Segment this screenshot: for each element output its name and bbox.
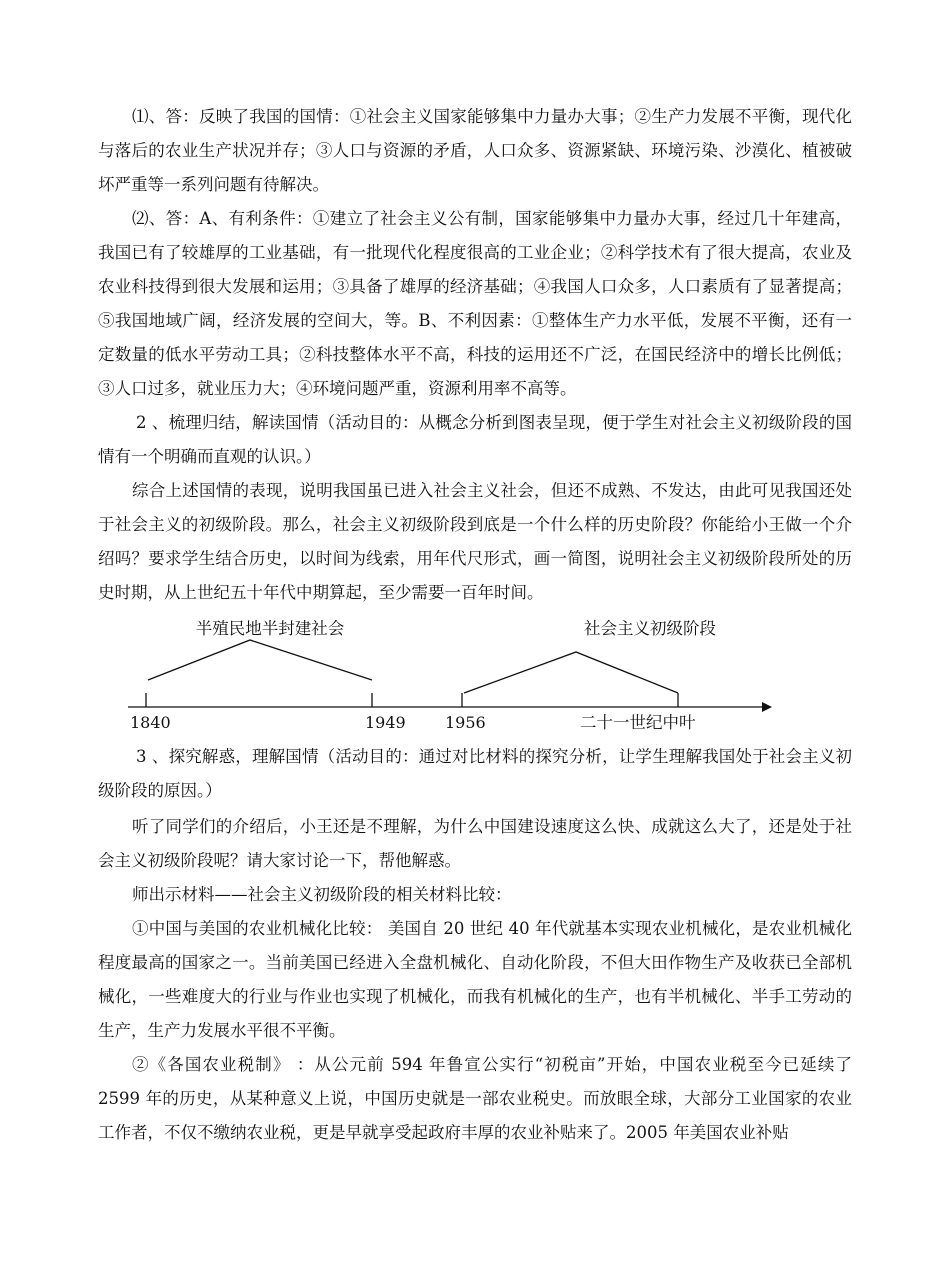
answer-2-paragraph: ⑵、答：A、有利条件：①建立了社会主义公有制，国家能够集中力量办大事，经过几十年建高，我国已有了较雄厚的工业基础，有一批现代化程度很高的工业企业；②科学技术有了很大提高，农业及农业科技得到很大发展和运用；③具备了雄厚的经济基础；④我国人口众多，人口素质有了显著提高；⑤我国地域广阔，经济发展的空间大，等。B、不利因素：①整体生产力水平低，发展不平衡，还有一定数量的低水平劳动工具；②科技整体水平不高，科技的运用还不广泛，在国民经济中的增长比例低；③人口过多，就业压力大；④环境问题严重，资源利用率不高等。 [98, 209, 852, 398]
period-2-bracket [464, 652, 678, 693]
period-1-label: 半殖民地半封建社会 [195, 619, 345, 638]
discussion-paragraph: 听了同学们的介绍后，小王还是不理解，为什么中国建设速度这么快、成就这么大了，还是处于社会主义初级阶段呢？请大家讨论一下，帮他解惑。 [98, 817, 852, 870]
activity-2-heading: 2 、梳理归结，解读国情（活动目的：从概念分析到图表呈现，便于学生对社会主义初级阶段的国情有一个明确而直观的认识。） [98, 413, 852, 466]
period-2-label: 社会主义初级阶段 [584, 619, 716, 638]
material-intro: 师出示材料——社会主义初级阶段的相关材料比较： [132, 885, 512, 904]
tick-label-1949: 1949 [365, 713, 406, 732]
activity-3-heading: 3 、探究解惑，理解国情（活动目的：通过对比材料的探究分析，让学生理解我国处于社会主义初级阶段的原因。） [98, 747, 852, 800]
summary-paragraph: 综合上述国情的表现，说明我国虽已进入社会主义社会，但还不成熟、不发达，由此可见我国还处于社会主义的初级阶段。那么，社会主义初级阶段到底是一个什么样的历史阶段？你能给小王做一个介绍吗？要求学生结合历史，以时间为线索，用年代尺形式，画一简图，说明社会主义初级阶段所处的历史时期，从上世纪五十年代中期算起，至少需要一百年时间。 [98, 481, 852, 602]
material-2-paragraph: ②《各国农业税制》 ：从公元前 594 年鲁宣公实行“初税亩”开始，中国农业税至今已延续了 2599 年的历史，从某种意义上说，中国历史就是一部农业税史。而放眼全球，大部分工业国家的农业工作者，不仅不缴纳农业税，更是早就享受起政府丰厚的农业补贴来了。2005 年美国农业补贴 [98, 1055, 852, 1142]
material-1-paragraph: ①中国与美国的农业机械化比较： 美国自 20 世纪 40 年代就基本实现农业机械化，是农业机械化程度最高的国家之一。当前美国已经进入全盘机械化、自动化阶段，不但大田作物生产及收获已全部机械化，一些难度大的行业与作业也实现了机械化，而我有机械化的生产，也有半机械化、半手工劳动的生产，生产力发展水平很不平衡。 [98, 919, 852, 1040]
answer-1-paragraph: ⑴、答：反映了我国的国情：①社会主义国家能够集中力量办大事；②生产力发展不平衡，现代化与落后的农业生产状况并存；③人口与资源的矛盾，人口众多、资源紧缺、环境污染、沙漠化、植被破坏严重等一系列问题有待解决。 [98, 107, 852, 194]
timeline-arrow-icon [762, 702, 772, 712]
tick-label-mid-21st-century: 二十一世纪中叶 [580, 713, 696, 732]
period-1-bracket [148, 640, 372, 680]
tick-label-1840: 1840 [130, 713, 171, 732]
tick-label-1956: 1956 [445, 713, 486, 732]
